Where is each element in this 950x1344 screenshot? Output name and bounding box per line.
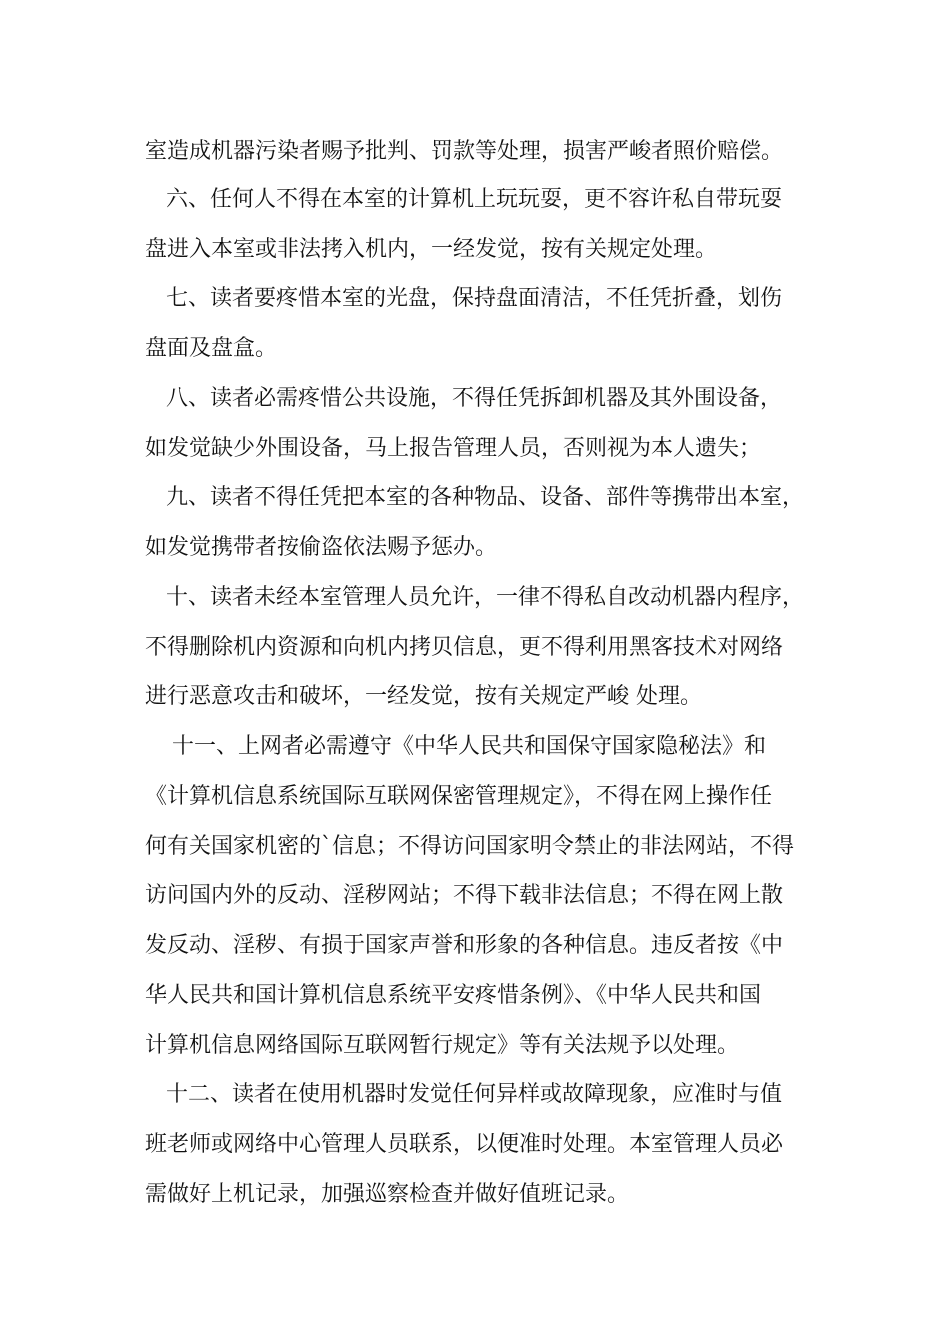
text-line: 发反动、淫秽、有损于国家声誉和形象的各种信息。违反者按《中: [145, 933, 784, 958]
text-line: 如发觉缺少外围设备，马上报告管理人员，否则视为本人遗失；: [145, 436, 762, 461]
text-line: 室造成机器污染者赐予批判、罚款等处理，损害严峻者照价赔偿。: [145, 139, 784, 164]
text-line: 何有关国家机密的`信息；不得访问国家明令禁止的非法网站，不得: [145, 834, 795, 859]
text-line: 盘面及盘盒。: [145, 336, 278, 361]
text-line: 十、读者未经本室管理人员允许，一律不得私自改动机器内程序，: [166, 585, 805, 610]
text-line: 计算机信息网络国际互联网暂行规定》等有关法规予以处理。: [145, 1033, 740, 1058]
text-line: 《计算机信息系统国际互联网保密管理规定》，不得在网上操作任: [145, 784, 773, 809]
text-line: 九、读者不得任凭把本室的各种物品、设备、部件等携带出本室，: [166, 485, 805, 510]
text-line: 进行恶意攻击和破坏，一经发觉，按有关规定严峻 处理。: [145, 684, 702, 709]
text-line: 不得删除机内资源和向机内拷贝信息，更不得利用黑客技术对网络: [145, 635, 784, 660]
text-line: 七、读者要疼惜本室的光盘，保持盘面清洁，不任凭折叠，划伤: [166, 286, 783, 311]
text-line: 盘进入本室或非法拷入机内，一经发觉，按有关规定处理。: [145, 237, 718, 262]
text-line: 十一、上网者必需遵守《中华人民共和国保守国家隐秘法》和: [172, 734, 767, 759]
text-line: 十二、读者在使用机器时发觉任何异样或故障现象，应准时与值: [166, 1082, 783, 1107]
text-line: 如发觉携带者按偷盗依法赐予惩办。: [145, 535, 498, 560]
text-line: 访问国内外的反动、淫秽网站；不得下载非法信息；不得在网上散: [145, 883, 784, 908]
text-line: 需做好上机记录，加强巡察检查并做好值班记录。: [145, 1182, 630, 1207]
text-line: 六、任何人不得在本室的计算机上玩玩耍，更不容许私自带玩耍: [166, 187, 783, 212]
text-line: 华人民共和国计算机信息系统平安疼惜条例》、《中华人民共和国: [145, 983, 762, 1008]
text-line: 班老师或网络中心管理人员联系，以便准时处理。本室管理人员必: [145, 1132, 784, 1157]
text-line: 八、读者必需疼惜公共设施，不得任凭拆卸机器及其外围设备，: [166, 386, 783, 411]
